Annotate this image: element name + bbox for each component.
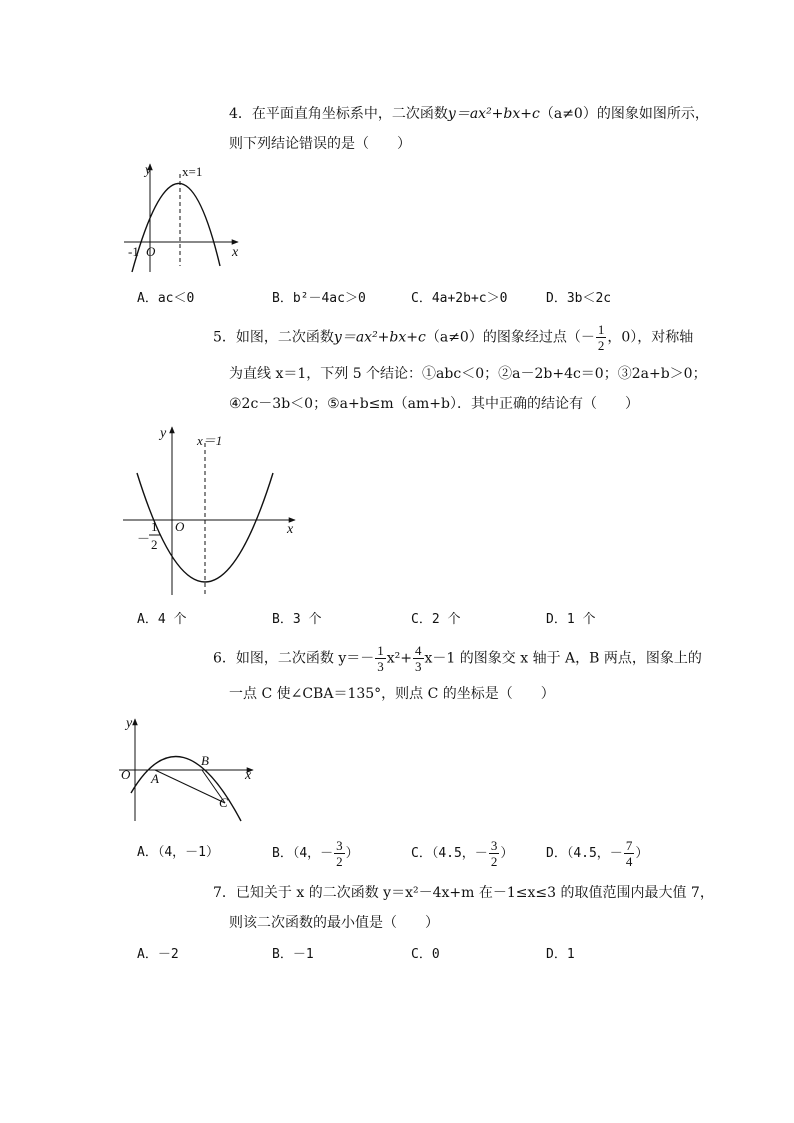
q5-y-label: y [160, 426, 167, 441]
q5-x-label: x [287, 522, 294, 537]
q6-point-b-label: B [201, 753, 209, 768]
q6-option-b-post: ） [345, 846, 359, 861]
q4-condition: （a≠0）的图象如图所示， [539, 106, 709, 122]
q7-number: 7． [213, 885, 236, 901]
q6-option-c-fraction [489, 838, 500, 869]
q4-text-pre: 在平面直角坐标系中，二次函数 [251, 106, 448, 122]
q5-line2: 为直线 x＝1，下列 5 个结论：①abc＜0；②a－2b+4c＝0；③2a+b＞0； [229, 366, 707, 382]
q6-f1-numerator: 1 [377, 643, 384, 658]
q6-f2-denominator: 3 [415, 659, 422, 674]
q6-option-d-denominator: 4 [625, 854, 633, 869]
q6-option-b-fraction [334, 838, 345, 869]
q6-option-a[interactable] [137, 843, 219, 863]
q7-option-c[interactable]: C．0 [411, 947, 440, 962]
q5-origin-label: O [175, 519, 185, 534]
q5-option-c[interactable]: C．2 个 [411, 612, 461, 627]
q7-line2: 则该二次函数的最小值是（ ） [229, 915, 439, 931]
q6-x-label: x [245, 768, 252, 783]
q5-text-pre: 如图，二次函数 [235, 329, 334, 346]
q4-line2: 则下列结论错误的是（ ） [229, 136, 411, 152]
q4-axis-label: x=1 [182, 164, 203, 179]
q4-graph [120, 160, 250, 280]
q6-option-c-label: C．（4.5，－ [411, 846, 488, 861]
q7-option-d[interactable]: D．1 [546, 947, 575, 962]
q5-option-b[interactable]: B．3 个 [272, 612, 322, 627]
q6-fraction-1 [375, 643, 386, 674]
q6-number: 6． [213, 650, 236, 667]
q6-parabola [131, 757, 241, 821]
q4-number: 4． [229, 106, 252, 122]
q5-graph [115, 423, 305, 598]
q4-option-a[interactable]: A．ac＜0 [137, 291, 195, 306]
q5-axis-label: x＝1 [197, 433, 223, 448]
q5-point-denominator: 2 [597, 338, 605, 353]
q4-y-label: y [145, 163, 152, 178]
q6-option-a-label: A．（4，－1） [137, 845, 219, 860]
q6-fraction-2 [413, 643, 424, 674]
q6-origin-label: O [121, 767, 131, 782]
q6-text-post: x－1 的图象交 x 轴于 A，B 两点，图象上的 [424, 650, 702, 667]
q5-point-fraction [596, 322, 607, 353]
q6-f2-numerator: 4 [415, 643, 422, 658]
q6-text-mid: x²+ [386, 650, 413, 667]
q6-option-d[interactable] [546, 838, 648, 869]
q7-line1 [213, 883, 714, 903]
q6-option-c-numerator: 3 [490, 838, 498, 853]
q6-y-label: y [126, 716, 133, 731]
q6-text-pre: 如图，二次函数 y＝－ [235, 650, 375, 667]
q6-option-b-denominator: 2 [336, 854, 343, 869]
q4-option-b[interactable]: B．b²－4ac＞0 [272, 291, 366, 306]
q6-option-d-fraction [624, 838, 635, 869]
q5-option-a[interactable]: A．4 个 [137, 612, 187, 627]
q6-point-c-label: C [219, 795, 228, 810]
q5-minus-label: － [137, 531, 151, 546]
q4-neg1-label: -1 [128, 244, 139, 259]
q6-option-d-post: ） [635, 846, 649, 861]
q6-option-c[interactable] [411, 838, 513, 869]
q4-origin-label: O [146, 244, 156, 259]
q6-option-c-post: ） [500, 846, 514, 861]
q6-f1-denominator: 3 [377, 659, 384, 674]
q6-option-b[interactable] [272, 838, 359, 869]
q4-option-c[interactable]: C．4a+2b+c＞0 [411, 291, 508, 306]
q7-option-b[interactable]: B．－1 [272, 947, 314, 962]
q6-option-d-label: D．（4.5，－ [546, 846, 623, 861]
q5-frac-denominator: 2 [151, 537, 158, 552]
q6-line2: 一点 C 使∠CBA＝135°，则点 C 的坐标是（ ） [229, 686, 555, 702]
q5-number: 5． [213, 329, 236, 346]
q6-segment-ac [155, 770, 225, 803]
q5-point-numerator: 1 [597, 322, 605, 337]
q7-text: 已知关于 x 的二次函数 y＝x²－4x+m 在－1≤x≤3 的取值范围内最大值 7， [235, 885, 714, 901]
q4-x-label: x [232, 245, 239, 260]
q4-function: y＝ax²+bx+c [447, 106, 540, 122]
q5-function: y＝ax²+bx+c [333, 329, 426, 346]
q5-condition: （a≠0）的图象经过点（－ [425, 329, 595, 346]
q6-graph [115, 713, 260, 823]
q6-line1 [213, 643, 702, 674]
q4-line1 [229, 104, 709, 124]
q6-option-c-denominator: 2 [490, 854, 498, 869]
q7-option-a[interactable]: A．－2 [137, 947, 179, 962]
q5-option-d[interactable]: D．1 个 [546, 612, 596, 627]
q4-option-d[interactable]: D．3b＜2c [546, 291, 612, 306]
q6-option-b-numerator: 3 [336, 838, 343, 853]
q5-line1 [213, 322, 693, 353]
q6-point-a-label: A [151, 771, 159, 786]
q6-option-b-label: B．（4，－ [272, 846, 334, 861]
q5-text-post: ，0），对称轴 [607, 329, 694, 346]
q5-frac-numerator: 1 [151, 519, 158, 534]
q6-option-d-numerator: 7 [625, 838, 633, 853]
q5-line3: ④2c－3b＜0；⑤a+b≤m（am+b）．其中正确的结论有（ ） [229, 396, 639, 412]
